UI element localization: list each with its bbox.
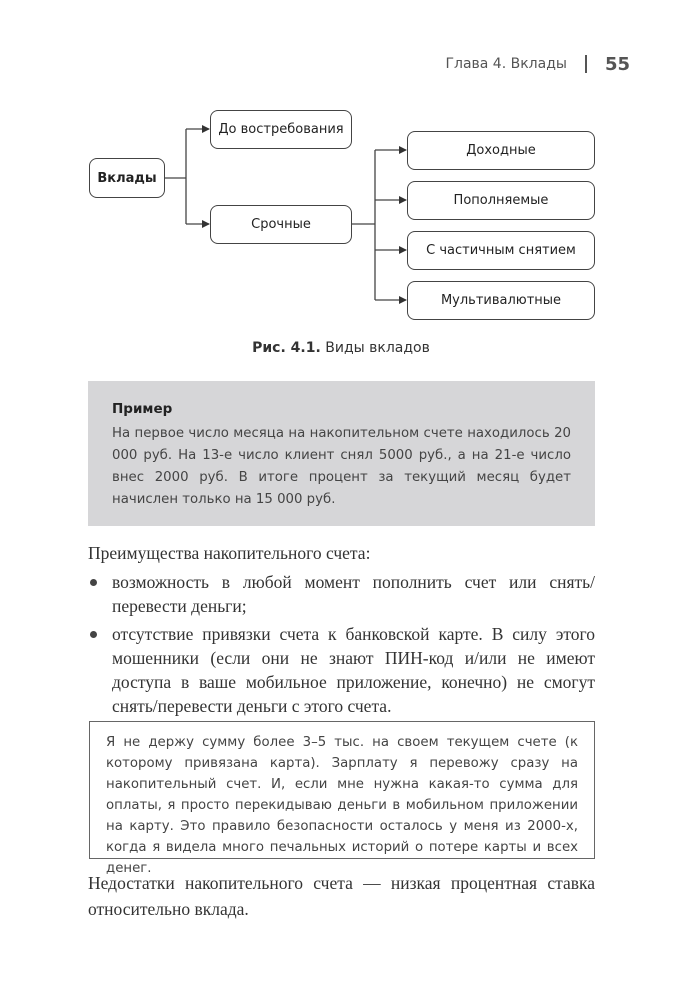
example-title: Пример <box>112 401 173 417</box>
chapter-title: Глава 4. Вклады <box>445 56 567 72</box>
page-number: 55 <box>604 53 630 75</box>
advantages-list <box>88 570 595 718</box>
figure-caption <box>0 340 682 356</box>
list-item <box>88 570 595 618</box>
advantages-lead: Преимущества накопительного счета: <box>88 543 371 563</box>
diagram-node-multicurrency: Мультивалютные <box>407 281 595 320</box>
list-item-text: отсутствие привязки счета к банковской карте. В силу этого мошенники (если они не знают ПИН-код и/или не имеют доступа в ваше мобильное приложение, конечно) не смогут снять/перевести деньги с этого счета. <box>112 624 595 716</box>
diagram-node-income: Доходные <box>407 131 595 170</box>
deposit-types-diagram <box>0 0 682 330</box>
example-body: На первое число месяца на накопительном счете находилось 20 000 руб. На 13-е число клиент снял 5000 руб., а на 21-е число внес 2000 руб. В итоге процент за текущий месяц будет начислен только на 15 000 руб. <box>112 426 571 507</box>
bullet-icon <box>90 631 97 638</box>
list-item <box>88 622 595 718</box>
diagram-node-replenishable: Пополняемые <box>407 181 595 220</box>
bullet-icon <box>90 579 97 586</box>
drawbacks-paragraph: Недостатки накопительного счета — низкая процентная ставка относительно вклада. <box>88 873 595 919</box>
author-note-box <box>89 721 595 876</box>
figure-label: Рис. 4.1. <box>252 340 321 356</box>
diagram-node-term: Срочные <box>210 205 352 244</box>
advantages-section <box>88 540 595 718</box>
diagram-node-partial-withdrawal: С частичным снятием <box>407 231 595 270</box>
figure-title: Виды вкладов <box>325 340 430 356</box>
author-note-body: Я не держу сумму более 3–5 тыс. на своем текущем счете (к которому привязана карта). Зарплату я перевожу сразу на накопительный счет. И, если мне нужна какая-то сумма для оплаты, я просто перекидываю деньги в мобильном приложении на карту. Это правило безопасности осталось у меня из 2000-х, когда я видела много печальных историй о потере карты и всех денег. <box>106 735 578 876</box>
diagram-node-root: Вклады <box>89 158 165 198</box>
example-box <box>88 381 595 526</box>
diagram-node-demand: До востребования <box>210 110 352 149</box>
list-item-text: возможность в любой момент пополнить счет или снять/перевести деньги; <box>112 572 595 616</box>
